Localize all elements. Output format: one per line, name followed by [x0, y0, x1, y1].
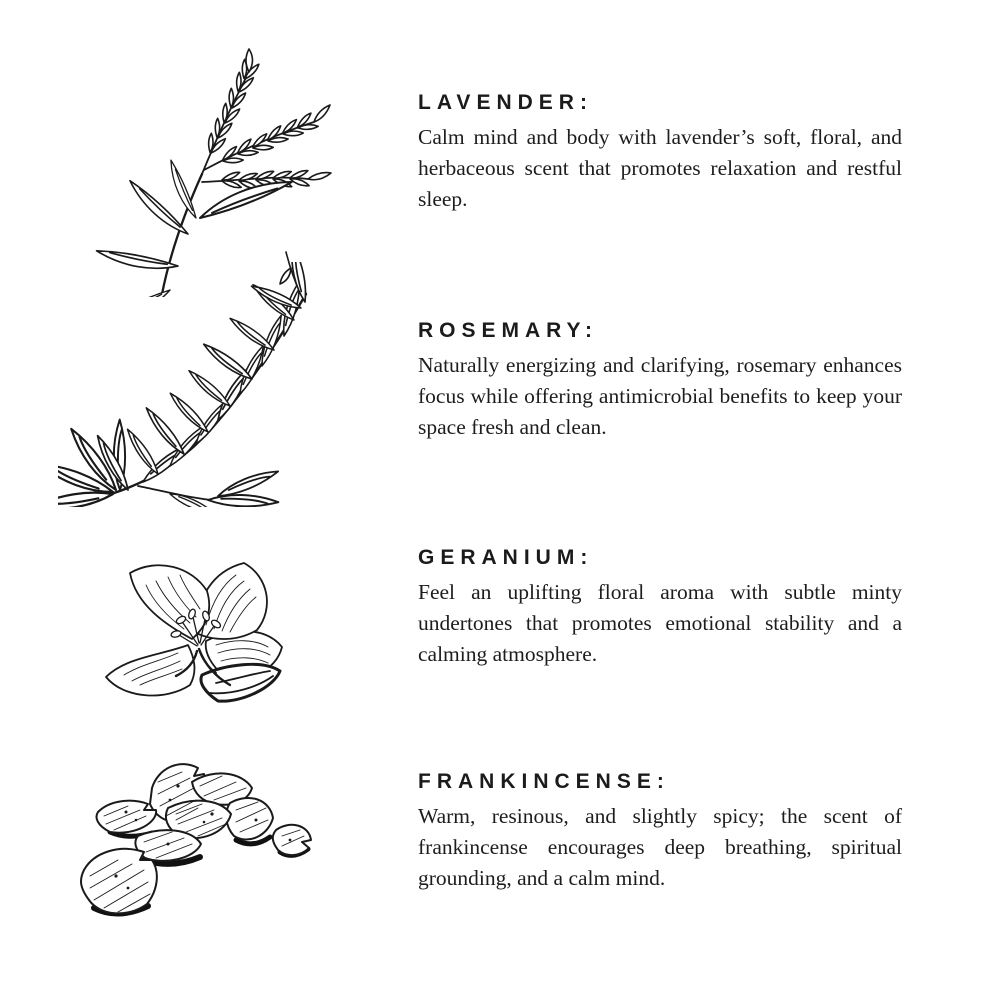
lavender-description: Calm mind and body with lavender’s soft, floral, and herbaceous scent that promotes relaxation and restful sleep. [418, 125, 902, 212]
geranium-heading: GERANIUM: [418, 546, 594, 569]
geranium-illustration [66, 533, 321, 733]
ingredient-section-lavender [418, 90, 902, 215]
lavender-heading: LAVENDER: [418, 91, 593, 114]
frankincense-description: Warm, resinous, and slightly spicy; the scent of frankincense encourages deep breathing, spiritual grounding, and a calm mind. [418, 804, 902, 891]
rosemary-heading: ROSEMARY: [418, 319, 598, 342]
rosemary-description: Naturally energizing and clarifying, rosemary enhances focus while offering antimicrobial benefits to keep your space fresh and clean. [418, 353, 902, 440]
rosemary-illustration [58, 262, 348, 507]
lavender-illustration [50, 22, 360, 297]
frankincense-heading: FRANKINCENSE: [418, 770, 670, 793]
frankincense-illustration [52, 748, 357, 963]
rosemary-sprig-icon [58, 262, 348, 507]
ingredient-section-rosemary [418, 318, 902, 443]
ingredient-section-geranium [418, 545, 902, 670]
geranium-flower-icon [66, 533, 321, 733]
frankincense-resin-icon [52, 748, 357, 963]
ingredient-section-frankincense [418, 769, 902, 894]
lavender-sprig-icon [50, 22, 360, 297]
geranium-description: Feel an uplifting floral aroma with subtle minty undertones that promotes emotional stability and a calming atmosphere. [418, 580, 902, 667]
